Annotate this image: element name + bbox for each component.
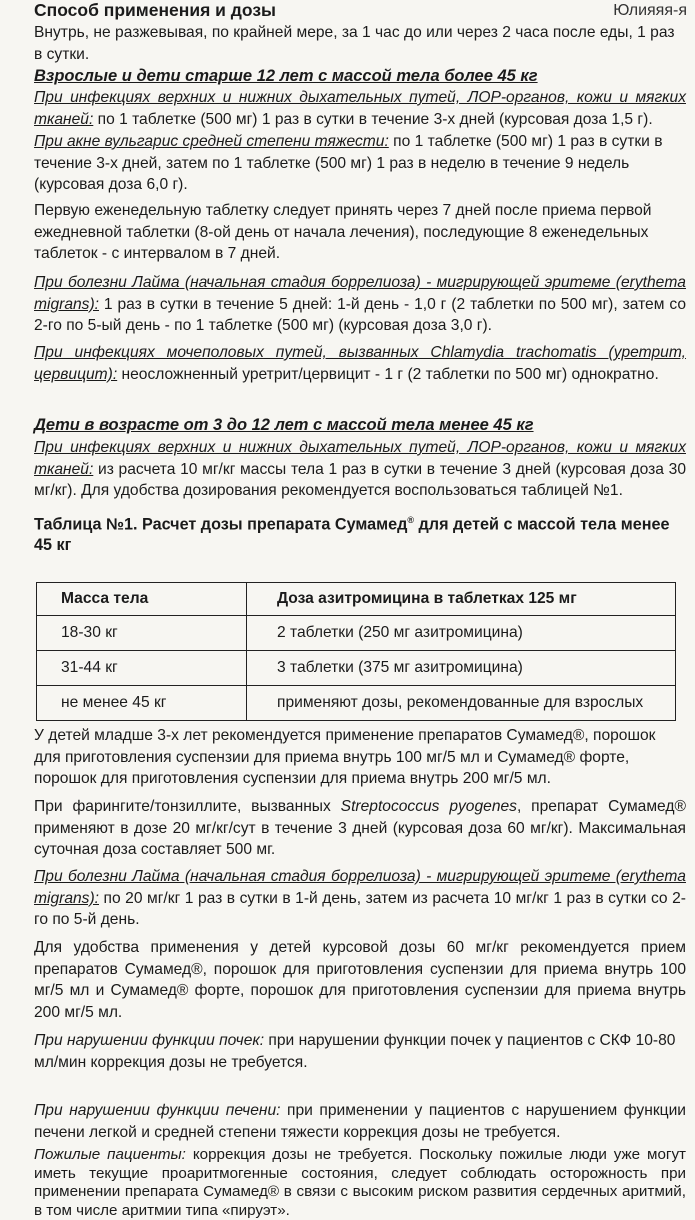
dose-table-header — [37, 583, 676, 616]
dose-cell: 2 таблетки (250 мг азитромицина) — [247, 616, 676, 651]
adults-weekly-paragraph: Первую еженедельную таблетку следует принять через 7 дней после приема первой ежедневной таблетки (8-ой день от начала лечения), последующие 8 еженедельных таблеток - с интервалом в 7 дней. — [34, 202, 652, 262]
adults-respiratory-text: по 1 таблетке (500 мг) 1 раз в сутки в течение 3-х дней (курсовая доза 1,5 г). — [93, 110, 653, 128]
adults-lyme-paragraph — [34, 272, 686, 337]
section-title: Способ применения и дозы — [34, 0, 276, 20]
children-lyme-paragraph — [34, 866, 686, 931]
children-respiratory-paragraph — [34, 437, 686, 502]
watermark: Юлияяя-я — [613, 2, 687, 19]
dose-cell: 3 таблетки (375 мг азитромицина) — [247, 651, 676, 686]
col-mass-header: Масса тела — [37, 583, 247, 616]
children-respiratory-label: При инфекциях верхних и нижних дыхательных путей, ЛОР-органов, кожи и мягких тканей: — [34, 439, 686, 478]
course-paragraph: Для удобства применения у детей курсовой дозы 60 мг/кг рекомендуется прием препаратов Сумамед®, порошок для приготовления суспензии для приема внутрь 100 мг/5 мл и Сумамед® форте, порошок для приготовления суспензии для приема внутрь 200 мг/5 мл. — [34, 939, 686, 1021]
liver-text: при применении у пациентов с нарушением функции печени легкой и средней степени тяжести коррекция дозы не требуется. — [34, 1102, 686, 1141]
table-row — [37, 686, 676, 721]
table-title-part1: Таблица №1. Расчет дозы препарата Сумамед — [34, 515, 408, 534]
mass-cell: не менее 45 кг — [37, 686, 247, 721]
elderly-paragraph — [34, 1146, 686, 1220]
intro-paragraph: Внутрь, не разжевывая, по крайней мере, за 1 час до или через 2 часа после еды, 1 раз в сутки. — [34, 24, 675, 63]
elderly-text: коррекция дозы не требуется. Поскольку пожилые люди уже могут иметь текущие проаритмогенные состояния, следует соблюдать осторожность при применении препарата Сумамед® в связи с высоким риском развития сердечных аритмий, в том числе аритмии типа «пируэт». — [34, 1146, 686, 1219]
elderly-label: Пожилые пациенты: — [34, 1146, 186, 1163]
children-lyme-text: по 20 мг/кг 1 раз в сутки в 1-й день, затем из расчета 10 мг/кг 1 раз в сутки со 2-го по 5-й день. — [34, 889, 686, 928]
adults-respiratory-label: При инфекциях верхних и нижних дыхательных путей, ЛОР-органов, кожи и мягких тканей: — [34, 89, 686, 128]
table-title-part2: для детей с массой тела менее 45 кг — [34, 515, 670, 555]
kidney-text: при нарушении функции почек у пациентов с СКФ 10-80 мл/мин коррекция дозы не требуется. — [34, 1032, 676, 1071]
mass-cell: 18-30 кг — [37, 616, 247, 651]
liver-label: При нарушении функции печени: — [34, 1102, 281, 1119]
kidney-label: При нарушении функции почек: — [34, 1032, 265, 1049]
adults-lyme-label: При болезни Лайма (начальная стадия боррелиоза) - мигрирующей эритеме (erythema migrans): — [34, 274, 686, 313]
pharyngitis-text-2: , препарат Сумамед® применяют в дозе 20 мг/кг/сут в течение 3 дней (курсовая доза 60 мг/кг). Максимальная суточная доза составляет 500 мг. — [34, 798, 686, 858]
dose-cell: применяют дозы, рекомендованные для взрослых — [247, 686, 676, 721]
liver-paragraph — [34, 1100, 686, 1143]
adults-lyme-text: 1 раз в сутки в течение 5 дней: 1-й день - 1,0 г (2 таблетки по 500 мг), затем со 2-го по 5-ый день - по 1 таблетке (500 мг) (курсовая доза 3,0 г). — [34, 295, 686, 334]
kidney-paragraph — [34, 1030, 686, 1073]
adults-uro-text: неосложненный уретрит/цервицит - 1 г (2 таблетки по 500 мг) однократно. — [117, 365, 659, 383]
adults-acne-label: При акне вульгарис средней степени тяжести: — [34, 133, 389, 150]
mass-cell: 31-44 кг — [37, 651, 247, 686]
adults-acne-paragraph — [34, 131, 686, 196]
adults-heading: Взрослые и дети старше 12 лет с массой тела более 45 кг — [34, 67, 538, 85]
under3-paragraph: У детей младше 3-х лет рекомендуется применение препаратов Сумамед®, порошок для приготовления суспензии для приема внутрь 100 мг/5 мл и Сумамед® форте, порошок для приготовления суспензии для приема внутрь 200 мг/5 мл. — [34, 727, 656, 787]
dose-table — [36, 582, 676, 721]
pharyngitis-paragraph — [34, 796, 686, 861]
adults-uro-label: При инфекциях мочеполовых путей, вызванных Chlamydia trachomatis (уретрит, цервицит): — [34, 344, 686, 383]
children-heading: Дети в возрасте от 3 до 12 лет с массой тела менее 45 кг — [34, 416, 534, 434]
adults-uro-paragraph — [34, 342, 686, 385]
adults-respiratory-paragraph — [34, 87, 686, 130]
children-respiratory-text: из расчета 10 мг/кг массы тела 1 раз в сутки в течение 3 дней (курсовая доза 30 мг/кг). Для удобства дозирования рекомендуется воспользоваться таблицей №1. — [34, 460, 686, 499]
col-dose-header: Доза азитромицина в таблетках 125 мг — [247, 583, 676, 616]
pharyngitis-organism: Streptococcus pyogenes — [340, 798, 517, 815]
table-row — [37, 651, 676, 686]
adults-acne-text: по 1 таблетке (500 мг) 1 раз в сутки в течение 3-х дней, затем по 1 таблетке (500 мг) 1 раз в неделю в течение 9 недель (курсовая доза 6,0 г). — [34, 133, 663, 193]
children-lyme-label: При болезни Лайма (начальная стадия боррелиоза) - мигрирующей эритеме (erythema migrans): — [34, 868, 686, 907]
table-title — [34, 510, 686, 556]
table-row — [37, 616, 676, 651]
registered-mark: ® — [407, 515, 415, 525]
pharyngitis-text-1: При фарингите/тонзиллите, вызванных — [34, 798, 341, 815]
